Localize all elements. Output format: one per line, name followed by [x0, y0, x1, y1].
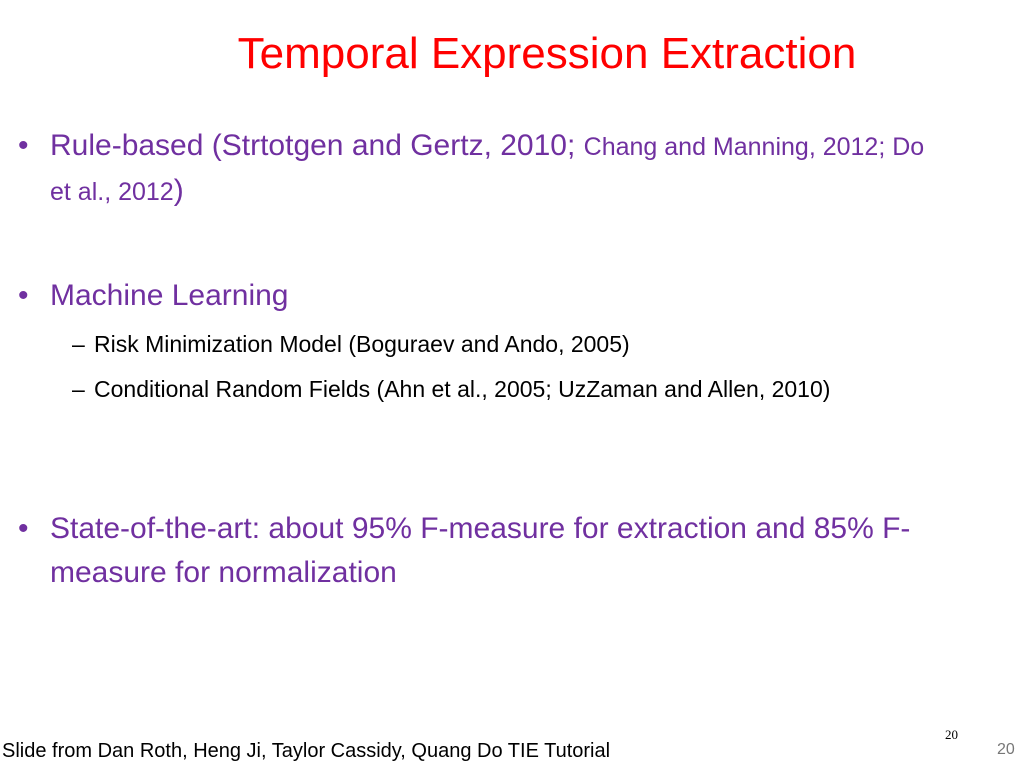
bullet-marker: • — [18, 129, 29, 162]
subitem-marker: – — [72, 376, 85, 402]
bullet-state-of-the-art — [18, 507, 938, 595]
subitem-text: Risk Minimization Model (Boguraev and Ando, 2005) — [94, 331, 630, 357]
page-number: 20 — [997, 741, 1015, 758]
bullet-text-main: Rule-based (Strtotgen and Gertz, 2010; — [50, 129, 584, 162]
slide-footer-credit: Slide from Dan Roth, Heng Ji, Taylor Cassidy, Quang Do TIE Tutorial — [2, 740, 611, 762]
bullet-text — [50, 124, 938, 214]
bullet-text-citations: Chang and Manning, 2012; Do et al., 2012 — [50, 133, 925, 206]
subitem-text: Conditional Random Fields (Ahn et al., 2005; UzZaman and Allen, 2010) — [94, 376, 831, 402]
bullet-marker: • — [18, 512, 29, 545]
bullet-rule-based — [18, 124, 938, 214]
bullet-marker: • — [18, 279, 29, 312]
bullet-text: Machine Learning — [50, 279, 289, 312]
bullet-machine-learning — [18, 274, 938, 318]
slide-title: Temporal Expression Extraction — [237, 29, 857, 78]
subitem-marker: – — [72, 331, 85, 357]
bullet-text: State-of-the-art: about 95% F-measure for extraction and 85% F-measure for normalization — [50, 512, 911, 589]
bullet-text-close: ) — [173, 174, 184, 207]
subitem-risk-minimization — [72, 326, 932, 362]
page-number-inner: 20 — [945, 727, 958, 742]
subitem-crf — [72, 371, 932, 407]
